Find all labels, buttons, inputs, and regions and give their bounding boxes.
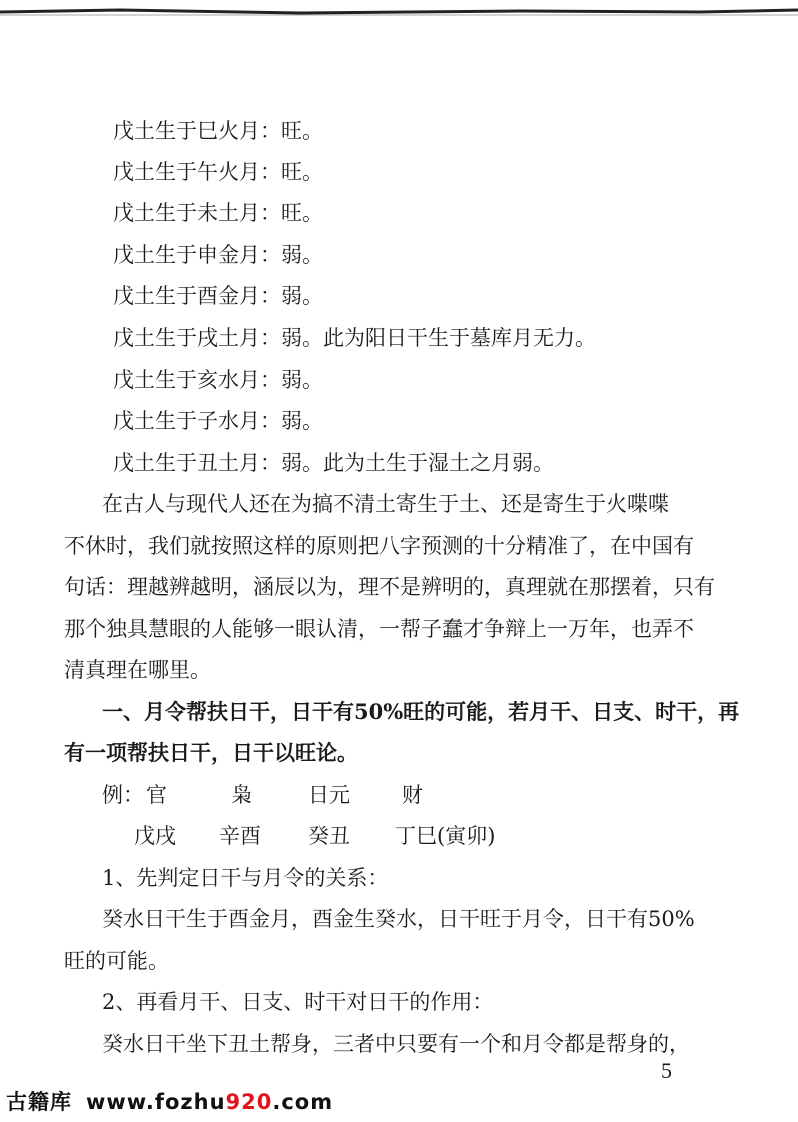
text-line: 戊土生于巳火月：旺。 [113, 119, 323, 143]
step-body-line: 癸水日干坐下丑土帮身，三者中只要有一个和月令都是帮身的， [102, 1032, 690, 1056]
text-line: 戊土生于午火月：旺。 [113, 160, 323, 184]
scan-top-edge [0, 6, 798, 20]
watermark-site-name: 古籍库 [6, 1090, 72, 1114]
pillar-label: 辛酉 [219, 824, 261, 848]
watermark [6, 1086, 333, 1116]
text-line: 戊土生于未土月：旺。 [113, 201, 323, 225]
watermark-url-number: 920 [225, 1090, 273, 1114]
watermark-url-prefix: www.fozhu [86, 1090, 226, 1114]
step-title: 2、再看月干、日支、时干对日干的作用： [102, 990, 494, 1014]
paragraph-line: 那个独具慧眼的人能够一眼认清，一帮子蠢才争辩上一万年，也弄不 [64, 617, 694, 641]
paragraph-line: 清真理在哪里。 [64, 658, 211, 682]
ten-god-label: 官 [146, 783, 167, 807]
page-number: 5 [661, 1058, 672, 1083]
step-title: 1、先判定日干与月令的关系： [102, 866, 389, 890]
pillar-label: 戊戌 [134, 824, 176, 848]
text-line: 戊土生于戌土月：弱。此为阳日干生于墓库月无力。 [113, 326, 596, 350]
paragraph-line: 句话：理越辨越明，涵辰以为，理不是辨明的，真理就在那摆着，只有 [64, 575, 715, 599]
text-line: 戊土生于酉金月：弱。 [113, 284, 323, 308]
ten-god-label: 枭 [231, 783, 252, 807]
ten-god-label: 日元 [308, 783, 350, 807]
ten-god-label: 财 [402, 783, 423, 807]
rule-heading-line: 有一项帮扶日干，日干以旺论。 [64, 740, 358, 765]
text-line: 戊土生于丑土月：弱。此为土生于湿土之月弱。 [113, 451, 554, 475]
example-prefix: 例： [102, 783, 144, 807]
text-line: 戊土生于亥水月：弱。 [113, 368, 323, 392]
text-line: 戊土生于申金月：弱。 [113, 243, 323, 267]
pillar-label: 癸丑 [308, 824, 350, 848]
watermark-url-suffix: .com [272, 1090, 334, 1114]
text-line: 戊土生于子水月：弱。 [113, 409, 323, 433]
pillar-label: 丁巳(寅卯) [395, 824, 496, 848]
step-body-line: 旺的可能。 [64, 949, 169, 973]
rule-heading-line: 一、月令帮扶日干，日干有50%旺的可能，若月干、日支、时干，再 [102, 699, 740, 724]
step-body-line: 癸水日干生于酉金月，酉金生癸水，日干旺于月令，日干有50% [102, 907, 695, 931]
paragraph-line: 不休时，我们就按照这样的原则把八字预测的十分精准了，在中国有 [64, 534, 694, 558]
paragraph-line: 在古人与现代人还在为搞不清土寄生于土、还是寄生于火喋喋 [102, 492, 669, 516]
